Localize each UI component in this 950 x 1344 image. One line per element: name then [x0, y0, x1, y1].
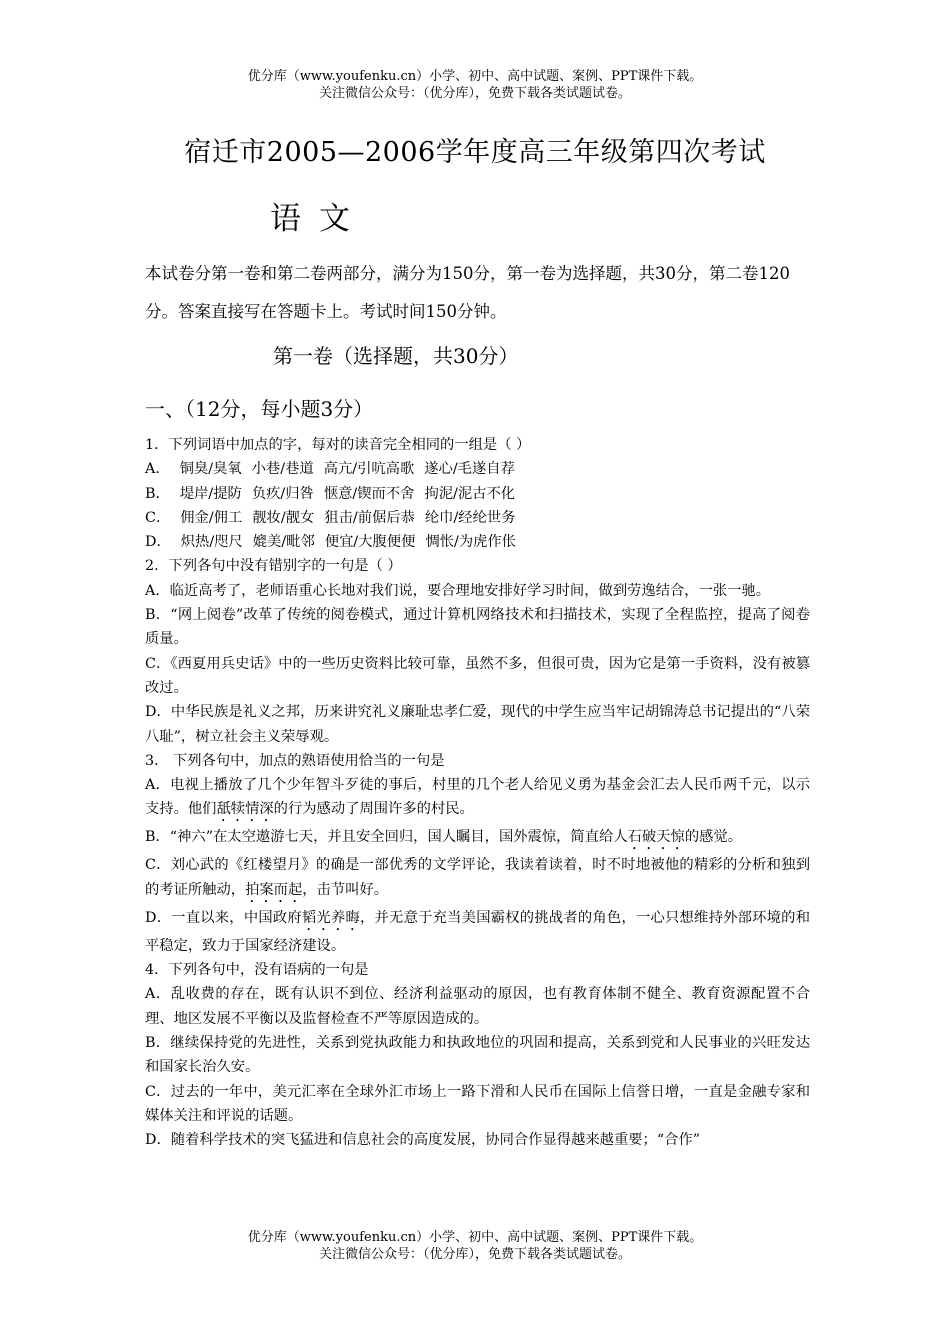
- q1-option-c: C． 佣金/佣工 靓妆/靓女 狙击/前倨后恭 纶巾/经纶世务: [145, 509, 516, 526]
- q3-option-c: C．刘心武的《红楼望月》的确是一部优秀的文学评论，我读着读着，时不时地被他的精彩的分析和独到的考证所触动，拍案而起，击节叫好。: [145, 857, 810, 898]
- q2-stem: 2．下列各句中没有错别字的一句是（ ）: [145, 558, 402, 575]
- q2-option-a: A．临近高考了，老师语重心长地对我们说，要合理地安排好学习时间，做到劳逸结合，一张一驰。: [145, 582, 771, 599]
- q4-stem: 4．下列各句中，没有语病的一句是: [145, 962, 369, 979]
- q1-stem: 1．下列词语中加点的字，每对的读音完全相同的一组是（ ）: [145, 437, 531, 453]
- q3-option-d: D．一直以来，中国政府韬光养晦，并无意于充当美国霸权的挑战者的角色，一心只想维持外部环境的和平稳定，致力于国家经济建设。: [145, 909, 810, 954]
- q4-option-a: A．乱收费的存在，既有认识不到位、经济利益驱动的原因，也有教育体制不健全、教育资源配置不合理、地区发展不平衡以及监督检查不严等原因造成的。: [145, 986, 810, 1027]
- q1-option-a: A． 铜臭/臭氧 小巷/巷道 高亢/引吭高歌 遂心/毛遂自荐: [145, 461, 515, 478]
- q3-idiom-b: 石破天惊: [627, 829, 685, 846]
- q2-option-b: B．“网上阅卷”改革了传统的阅卷模式，通过计算机网络技术和扫描技术，实现了全程监控，提高了阅卷质量。: [145, 607, 810, 648]
- exam-intro: 本试卷分第一卷和第二卷两部分，满分为150分，第一卷为选择题，共30分，第二卷120分。答案直接写在答题卡上。考试时间150分钟。: [145, 264, 790, 321]
- q1-option-d: D． 炽热/咫尺 媲美/毗邻 便宜/大腹便便 惆怅/为虎作伥: [145, 534, 517, 551]
- q4-option-c: C．过去的一年中，美元汇率在全球外汇市场上一路下滑和人民币在国际上信誉日增，一直是金融专家和媒体关注和评说的话题。: [145, 1083, 810, 1124]
- q3-idiom-a: 舐犊情深: [216, 801, 274, 818]
- q3-idiom-c: 拍案而起: [245, 881, 303, 898]
- page-footer: [0, 1229, 950, 1263]
- q2-option-d: D．中华民族是礼义之邦，历来讲究礼义廉耻忠孝仁爱，现代的中学生应当牢记胡锦涛总书记提出的“八荣八耻”，树立社会主义荣辱观。: [145, 704, 810, 745]
- header-line-2: 关注微信公众号：（优分库），免费下载各类试题试卷。: [318, 86, 631, 101]
- exam-subject: 语文: [270, 201, 368, 237]
- volume-heading: 第一卷（选择题，共30分）: [273, 344, 519, 368]
- page-header: [0, 68, 950, 102]
- q4-option-d: D．随着科学技术的突飞猛进和信息社会的高度发展，协同合作显得越来越重要；“合作”: [145, 1132, 701, 1149]
- q4-option-b: B．继续保持党的先进性，关系到党执政能力和执政地位的巩固和提高，关系到党和人民事业的兴旺发达和国家长治久安。: [145, 1034, 810, 1076]
- footer-line-1: 优分库（www.youfenku.cn）小学、初中、高中试题、案例、PPT课件下载。: [247, 1230, 703, 1245]
- exam-title: 宿迁市2005—2006学年度高三年级第四次考试: [184, 137, 766, 168]
- q2-option-c: C．《西夏用兵史话》中的一些历史资料比较可靠，虽然不多，但很可贵，因为它是第一手资料，没有被篡改过。: [145, 655, 810, 696]
- q3-stem: 3． 下列各句中，加点的熟语使用恰当的一句是: [145, 752, 445, 769]
- header-line-1: 优分库（www.youfenku.cn）小学、初中、高中试题、案例、PPT课件下载。: [247, 69, 703, 84]
- q3-option-b: B．“神六”在太空遨游七天，并且安全回归，国人瞩目，国外震惊，简直给人石破天惊的感觉。: [145, 829, 742, 846]
- section-heading: 一、（12分，每小题3分）: [145, 397, 374, 421]
- footer-line-2: 关注微信公众号：（优分库），免费下载各类试题试卷。: [318, 1247, 631, 1262]
- questions: [145, 433, 810, 1152]
- q1-option-b: B． 堤岸/提防 负疚/归咎 惬意/锲而不舍 拘泥/泥古不化: [145, 485, 516, 502]
- q3-idiom-d: 韬光养晦: [301, 909, 361, 926]
- q3-option-a: A．电视上播放了几个少年智斗歹徒的事后，村里的几个老人给见义勇为基金会汇去人民币两千元，以示支持。他们舐犊情深的行为感动了周围许多的村民。: [145, 777, 810, 818]
